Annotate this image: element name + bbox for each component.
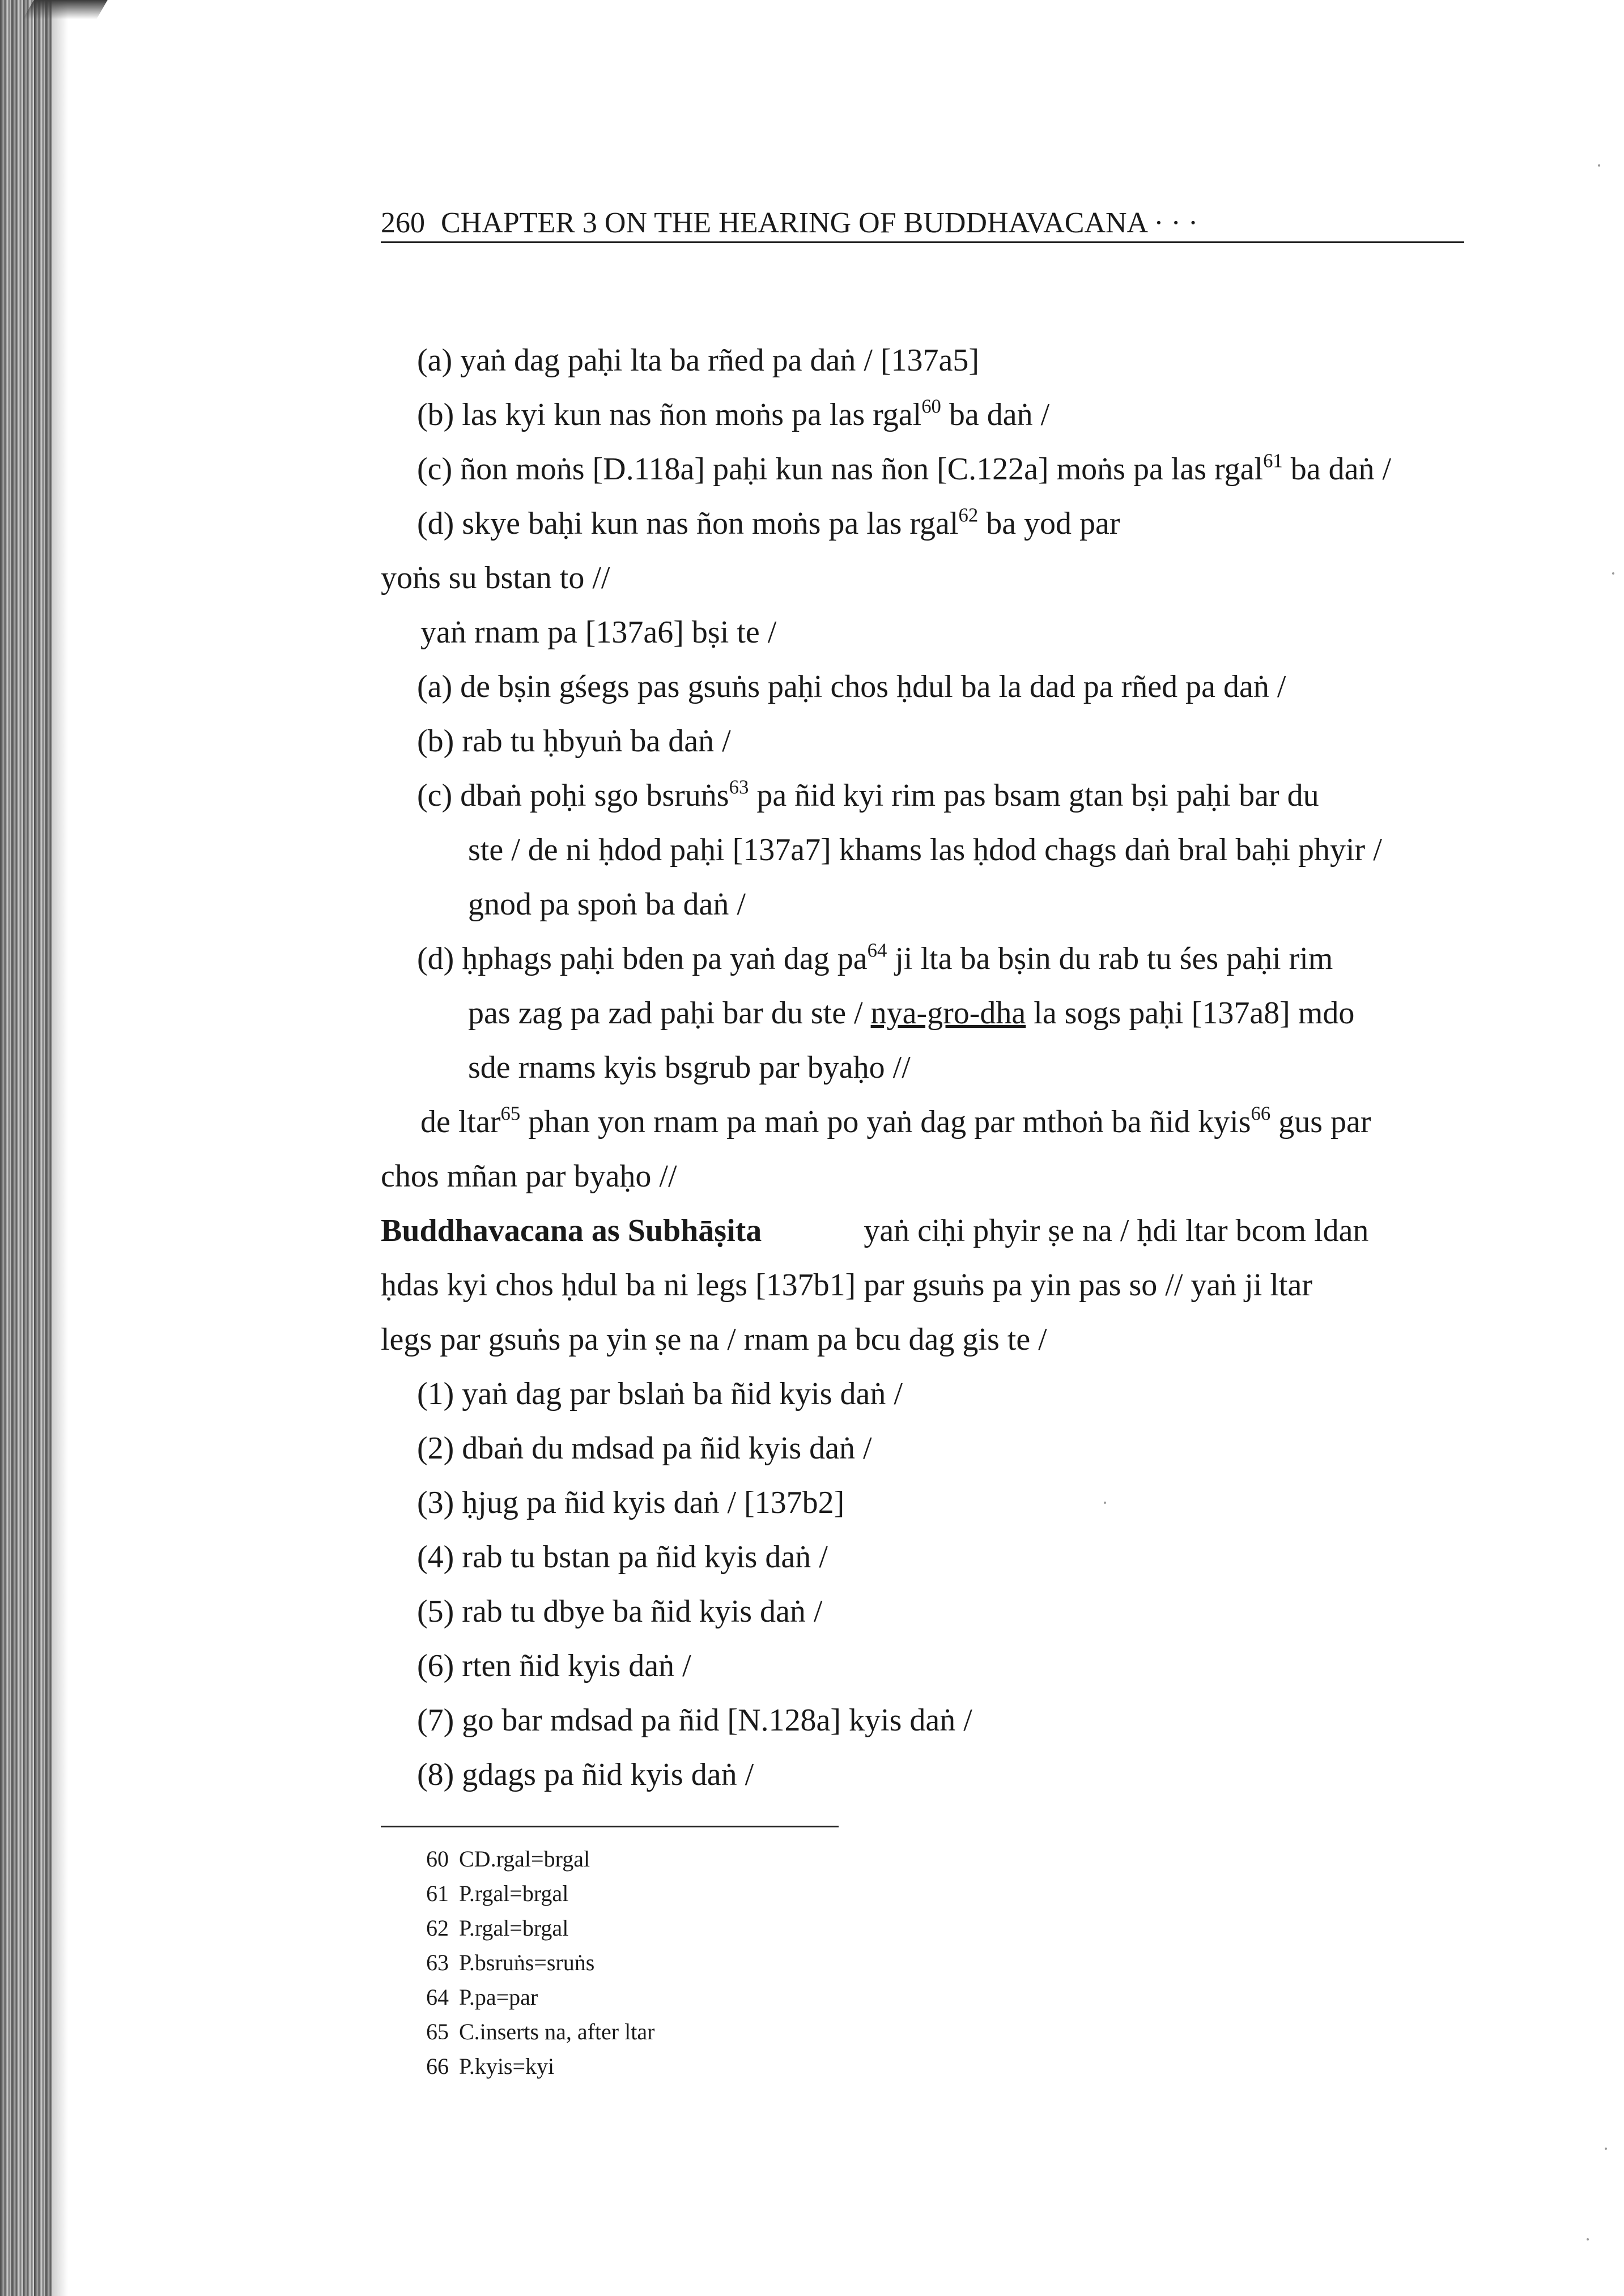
text-line: yaṅ rnam pa [137a6] bṣi te / [420,615,777,650]
scan-speck [1104,1502,1106,1504]
scan-speck [1612,572,1614,575]
running-header [381,205,1464,243]
list-item: (c) dbaṅ poḥi sgo bsruṅs$^{63}$ pa ñid kyi rim pas bsam gtan bṣi paḥi bar du [417,776,1319,813]
footnote-ref[interactable]: 66 [1251,1102,1271,1125]
list-item: (c) ñon moṅs [D.118a] paḥi kun nas ñon [C.122a] moṅs pa las rgal$^{61}$ ba daṅ / [417,449,1392,487]
main-text [381,333,1491,1802]
list-item: (d) skye baḥi kun nas ñon moṅs pa las rgal$^{62}$ ba yod par [417,504,1120,541]
text-line: chos mñan par byaḥo // [381,1159,677,1194]
list-item: (8) gdags pa ñid kyis daṅ / [417,1757,754,1792]
footnote-ref[interactable]: 63 [729,776,749,798]
footnote: 61 P.rgal=brgal [426,1881,569,1906]
list-item: (b) las kyi kun nas ñon moṅs pa las rgal$^{60}$ ba daṅ / [417,395,1050,432]
list-item-continuation: ste / de ni ḥdod paḥi [137a7] khams las ḥdod chags daṅ bral baḥi phyir / [468,832,1382,868]
footnote: 64 P.pa=par [426,1984,538,2010]
text-line: legs par gsuṅs pa yin ṣe na / rnam pa bcu dag gis te / [381,1322,1047,1357]
scan-speck [1605,2148,1607,2150]
section-heading: Buddhavacana as Subhāṣita [381,1213,762,1248]
text-line: Buddhavacana as Subhāṣita yaṅ ciḥi phyir ṣe na / ḥdi ltar bcom ldan [381,1213,1369,1248]
footnote-ref[interactable]: 60 [921,395,941,418]
list-item: (a) yaṅ dag paḥi lta ba rñed pa daṅ / [137a5] [417,343,980,378]
footnote-ref[interactable]: 61 [1263,449,1283,472]
scan-speck [1598,164,1600,167]
list-item: (2) dbaṅ du mdsad pa ñid kyis daṅ / [417,1431,872,1466]
text-line: de ltar$^{65}$ phan yon rnam pa maṅ po yaṅ dag par mthoṅ ba ñid kyis$^{66}$ gus par [420,1102,1371,1140]
list-item: (b) rab tu ḥbyuṅ ba daṅ / [417,724,731,759]
underlined-term: nya-gro-dha [870,996,1026,1031]
list-item-continuation: gnod pa spoṅ ba daṅ / [468,887,746,922]
footnotes [426,1842,654,2084]
footnote: 62 P.rgal=brgal [426,1915,569,1941]
footnote: 63 P.bsruṅs=sruṅs [426,1950,595,1975]
list-item: (5) rab tu dbye ba ñid kyis daṅ / [417,1594,823,1629]
list-item: (d) ḥphags paḥi bden pa yaṅ dag $pa^{64}$ ji lta ba bṣin du rab tu śes paḥi rim [417,939,1333,976]
footnote-ref[interactable]: 62 [958,504,979,526]
list-item-continuation: sde rnams kyis bsgrub par byaḥo // [468,1050,911,1085]
footnote: 60 CD.rgal=brgal [426,1846,590,1872]
list-item: (a) de bṣin gśegs pas gsuṅs paḥi chos ḥdul ba la dad pa rñed pa daṅ / [417,669,1286,704]
footnote-divider [381,1826,839,1827]
chapter-title: CHAPTER 3 ON THE HEARING OF BUDDHAVACANA · · · [441,207,1198,239]
list-item: (6) rten ñid kyis daṅ / [417,1648,691,1683]
text-line: yoṅs su bstan to // [381,560,610,596]
list-item: (3) ḥjug pa ñid kyis daṅ / [137b2] [417,1485,845,1520]
footnote-ref[interactable]: 64 [867,939,887,962]
footnote: 66 P.kyis=kyi [426,2053,555,2079]
list-item-continuation: pas zag pa zad paḥi bar du ste / nya-gro-dha la sogs paḥi [137a8] mdo [468,996,1355,1031]
scan-speck [1587,2238,1589,2240]
footnote-ref[interactable]: 65 [500,1102,521,1125]
binding-fade [52,0,68,2296]
book-binding-shadow [0,0,52,2296]
list-item: (1) yaṅ dag par bslaṅ ba ñid kyis daṅ / [417,1376,903,1411]
page-number: 260 [381,207,425,239]
binding-corner [23,0,108,19]
list-item: (4) rab tu bstan pa ñid kyis daṅ / [417,1540,828,1575]
footnote: 65 C.inserts na, after ltar [426,2019,655,2044]
list-item: (7) go bar mdsad pa ñid [N.128a] kyis daṅ / [417,1703,972,1738]
text-line: ḥdas kyi chos ḥdul ba ni legs [137b1] par gsuṅs pa yin pas so // yaṅ ji ltar [381,1268,1312,1303]
